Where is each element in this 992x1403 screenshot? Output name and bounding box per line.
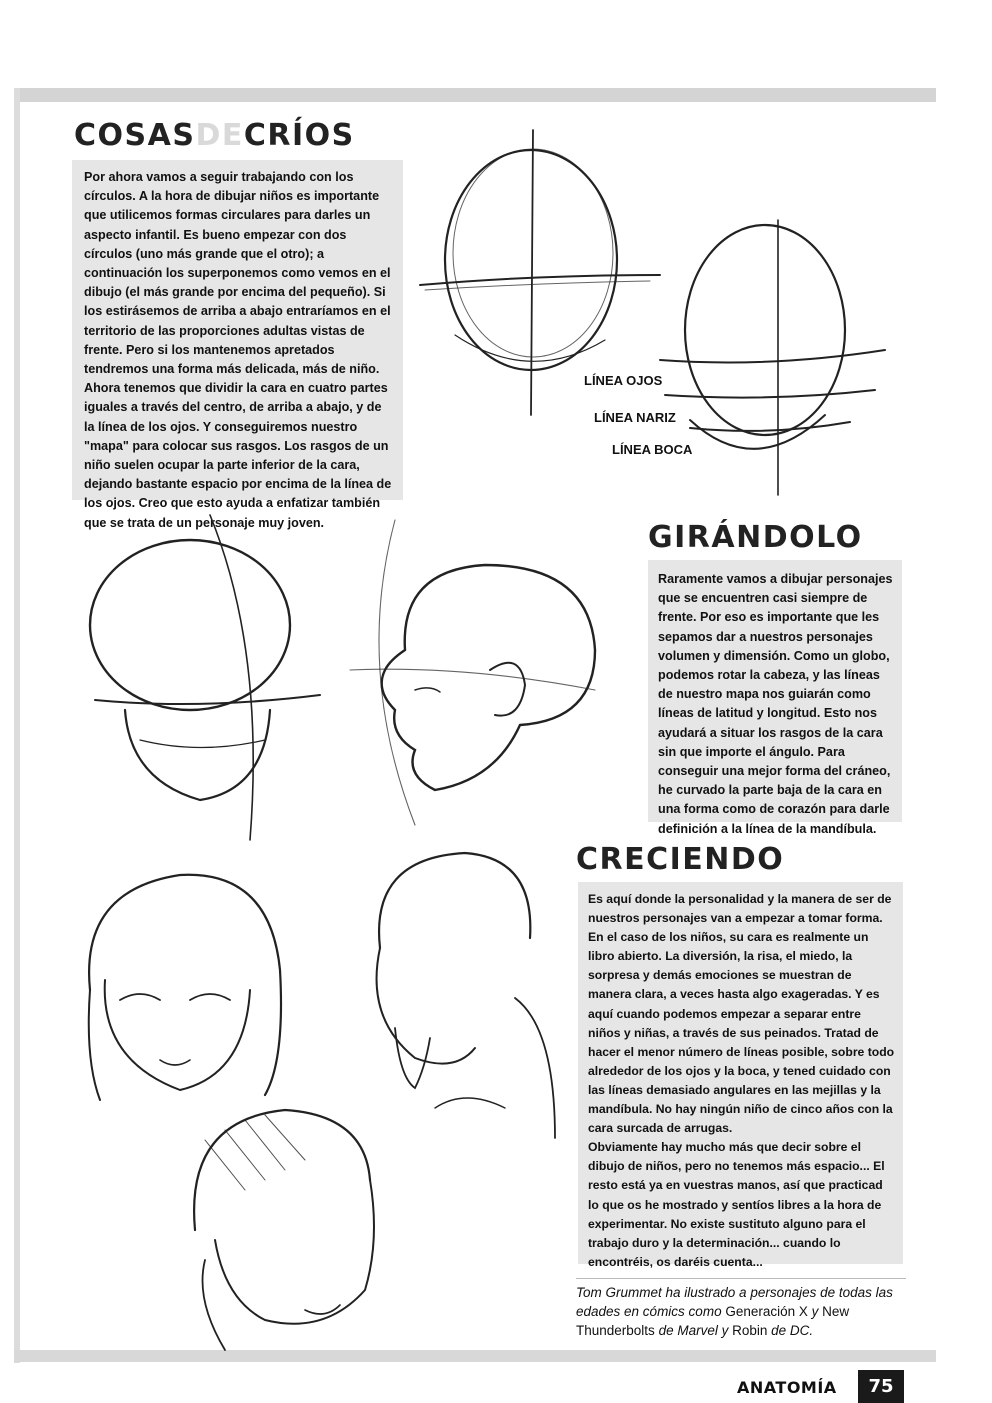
girando-heading: GIRÁNDOLO xyxy=(648,520,863,555)
nose-line-label: LÍNEA NARIZ xyxy=(594,410,676,425)
boy-face-sketch xyxy=(185,1100,385,1350)
baby-profile-sketch xyxy=(345,520,615,830)
footer-section-name: ANATOMÍA xyxy=(737,1378,837,1397)
baby-hand-to-mouth-sketch xyxy=(355,848,565,1148)
author-credit: Tom Grummet ha ilustrado a personajes de todas las edades en cómics como Generación X y New Thunderbolts de Marvel y Robin de DC. xyxy=(576,1278,906,1340)
bottom-gray-band xyxy=(14,1350,936,1362)
left-gray-band xyxy=(14,88,20,1363)
girl-face-sketch xyxy=(70,860,300,1120)
eyes-line-label: LÍNEA OJOS xyxy=(584,373,663,388)
creciendo-body-1: Es aquí donde la personalidad y la manera de ser de nuestros personajes van a empezar a tomar forma. En el caso de los niños, su cara es realmente un libro abierto. La diversión, la risa, el miedo, la sorpresa y demás emociones se muestran de manera clara, a veces hasta algo exageradas. Y es aquí cuando podemos empezar a separar entre niños y niñas, a través de sus peinados. Tratad de hacer el menor número de líneas posible, sobre todo alrededor de los ojos y la boca, y tened cuidado con las líneas demasiado angulares en las mejillas y la mandíbula. No hay ningún niño de cinco años con la cara surcada de arrugas. xyxy=(588,892,895,1136)
tilted-head-construction-sketch xyxy=(80,510,350,840)
creciendo-heading: CRECIENDO xyxy=(576,842,785,877)
girando-body: Raramente vamos a dibujar personajes que se encuentren casi siempre de frente. Por eso es importante que les sepamos dar a nuestros personajes volumen y dimensión. Como un globo, podemos rotar la cabeza, y las líneas de nuestro mapa nos guiarán como líneas de latitud y longitud. Esto nos ayudará a situar los rasgos de la cara sin que importe el ángulo. Para conseguir una mejor forma del cráneo, he curvado la parte baja de la cara en una forma como de corazón para darle definición a la línea de la mandíbula. xyxy=(658,572,893,836)
creciendo-text-box xyxy=(578,882,903,1269)
creciendo-body-2: Obviamente hay mucho más que decir sobre el dibujo de niños, pero no tenemos más espacio... El resto está ya en vuestras manos, así que practicad lo que os he mostrado y sentíos libres a la hora de experimentar. No existe sustituto alguno para el trabajo duro y la determinación... cuando lo encontréis, os daréis cuenta... xyxy=(588,1140,885,1269)
cosas-body: Por ahora vamos a seguir trabajando con los círculos. A la hora de dibujar niños es importante que utilicemos formas circulares para darles un aspecto infantil. Es bueno empezar con dos círculos (uno más grande que el otro); a continuación los superponemos como vemos en el dibujo (el más grande por encima del pequeño). Si los estirásemos de arriba a abajo entraríamos en el territorio de las proporciones adultas vistas de frente. Pero si los mantenemos apretados tendremos una forma más delicada, más de niño. Ahora tenemos que dividir la cara en cuatro partes iguales a través del centro, de arriba a abajo, y de la línea de los ojos. Y conseguiremos nuestro "mapa" para colocar sus rasgos. Los rasgos de un niño suelen ocupar la parte inferior de la cara, dejando bastante espacio por encima de la línea de los ojos. Creo que esto ayuda a enfatizar también que se trata de un personaje muy joven. xyxy=(84,170,392,530)
front-head-with-guide-lines-sketch xyxy=(660,210,900,500)
girando-text-box xyxy=(648,560,902,836)
cosas-heading: COSASDECRÍOS xyxy=(74,118,355,153)
top-gray-band xyxy=(14,88,936,102)
page-number: 75 xyxy=(858,1370,904,1403)
cosas-text-box xyxy=(72,160,403,530)
mouth-line-label: LÍNEA BOCA xyxy=(612,442,693,457)
